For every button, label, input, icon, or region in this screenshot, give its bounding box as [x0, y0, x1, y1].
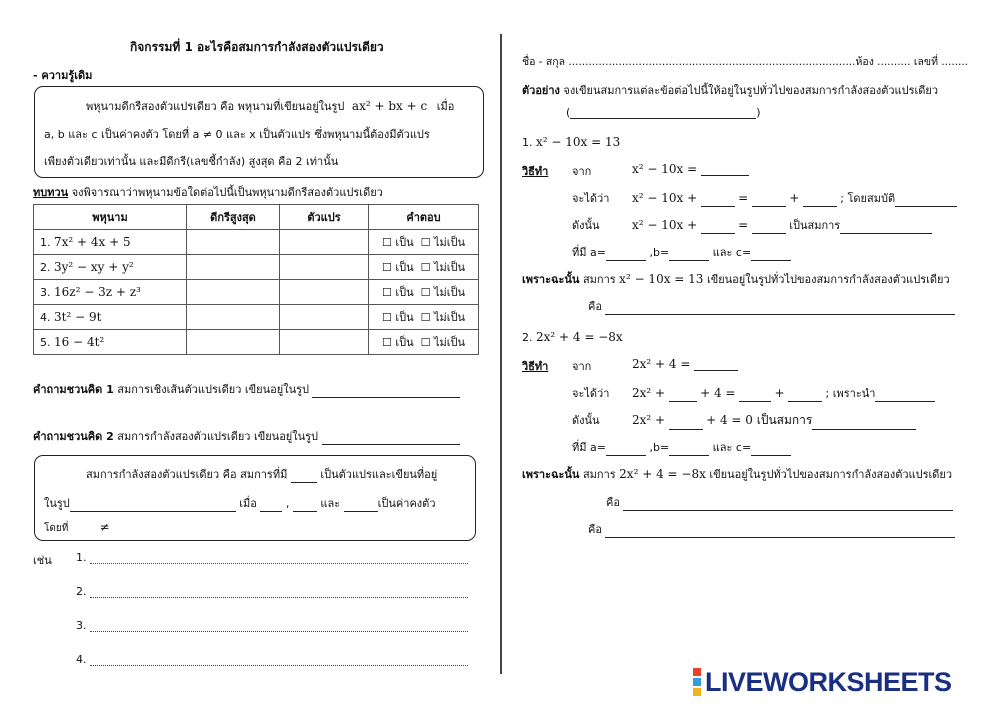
p2-coefficients-line: [572, 438, 791, 456]
table-row: [34, 330, 479, 355]
quad-form-input[interactable]: [70, 499, 236, 512]
is-label: คือ: [606, 496, 620, 509]
polynomial-expression: 3y² − xy + y²: [54, 260, 134, 274]
p1-property-label: ; โดยสมบัติ: [840, 192, 896, 205]
p1-from-line: [632, 162, 749, 176]
question-2-text: สมการกำลังสองตัวแปรเดียว เขียนอยู่ในรูป: [117, 430, 319, 443]
option-no-checkbox[interactable]: ☐ ไม่เป็น: [420, 311, 466, 324]
option-yes-checkbox[interactable]: ☐ เป็น: [381, 236, 414, 249]
p2-conclusion-equation: 2x² + 4 = −8x: [619, 467, 706, 481]
example-item: [76, 619, 468, 632]
p2-reason-label: ; เพราะนำ: [825, 387, 876, 400]
p1-get-input-3[interactable]: [803, 194, 837, 207]
p2-answer-input-1[interactable]: [623, 498, 953, 511]
review-text: จงพิจารณาว่าพหุนามข้อใดต่อไปนี้เป็นพหุนามดีกรีสองตัวแปรเดียว: [71, 186, 383, 199]
therefore-label: เพราะฉะนั้น: [522, 273, 580, 286]
row-number: 2.: [40, 261, 51, 274]
p2-from-input[interactable]: [694, 358, 738, 371]
answer-cell: [369, 255, 479, 280]
equation-word: สมการ: [582, 273, 616, 286]
p2-so-equation: 2x² +: [632, 413, 666, 427]
logo-mark-icon: [692, 667, 702, 697]
p1-so-input-1[interactable]: [701, 221, 735, 234]
p2-get-line: [632, 384, 935, 402]
student-info-line: ชื่อ - สกุล ......................................................................................ห้อง .......... เลขที่ ........: [522, 56, 969, 68]
column-divider: [500, 34, 502, 674]
p1-get-input-1[interactable]: [701, 194, 735, 207]
degree-answer-cell[interactable]: [187, 330, 280, 355]
p1-from-equation: x² − 10x =: [632, 162, 698, 176]
quad-text-2: เป็นตัวแปรและเขียนที่อยู่: [320, 468, 438, 481]
review-label: ทบทวน: [33, 186, 69, 199]
p2-reason-input[interactable]: [875, 389, 935, 402]
degree-answer-cell[interactable]: [187, 230, 280, 255]
question-1-text: สมการเชิงเส้นตัวแปรเดียว เขียนอยู่ในรูป: [117, 383, 309, 396]
p2-answer-input-2[interactable]: [605, 525, 955, 538]
examples-label: เช่น: [33, 554, 52, 567]
p1-conclusion-line: [522, 270, 950, 288]
p2-get-input-3[interactable]: [788, 389, 822, 402]
table-row: [34, 255, 479, 280]
p1-so-line: [632, 216, 932, 234]
p2-get-input-2[interactable]: [739, 389, 771, 402]
variable-answer-cell[interactable]: [280, 305, 369, 330]
coefficient-a-label: ที่มี a=: [572, 441, 606, 454]
table-row: [34, 305, 479, 330]
general-form-input[interactable]: [570, 106, 756, 119]
quad-line3: [44, 520, 110, 536]
option-no-checkbox[interactable]: ☐ ไม่เป็น: [420, 236, 466, 249]
not-equal-symbol: ≠: [99, 520, 110, 534]
row-number: 4.: [40, 311, 51, 324]
quad-text-1: สมการกำลังสองตัวแปรเดียว คือ สมการที่มี: [86, 468, 288, 481]
p1-conclusion-equation: x² − 10x = 13: [619, 272, 704, 286]
p1-so-input-2[interactable]: [752, 221, 786, 234]
p2-answer-line-1: [606, 493, 953, 511]
example-label: ตัวอย่าง: [522, 84, 560, 97]
quad-constant-a-input[interactable]: [260, 499, 282, 512]
p2-a-input[interactable]: [606, 443, 646, 456]
p1-from-input[interactable]: [701, 163, 749, 176]
example-input[interactable]: [90, 654, 468, 666]
example-instruction: [522, 81, 938, 99]
table-row: [34, 280, 479, 305]
problem-2-title: [522, 330, 623, 344]
liveworksheets-logo: [692, 666, 952, 698]
p2-get-input-1[interactable]: [669, 389, 697, 402]
definition-line3: เพียงตัวเดียวเท่านั้น และมีดีกรี(เลขชี้กำลัง) สูงสุด คือ 2 เท่านั้น: [44, 155, 339, 168]
plus-sign: +: [789, 191, 800, 205]
from-label: จาก: [572, 165, 592, 178]
option-yes-checkbox[interactable]: ☐ เป็น: [381, 336, 414, 349]
polynomial-cell: [34, 255, 187, 280]
plus-sign: +: [774, 386, 785, 400]
example-number: 1.: [76, 551, 87, 564]
solution-label: วิธีทำ: [522, 165, 549, 178]
p2-so-input[interactable]: [669, 417, 703, 430]
is-label: คือ: [588, 300, 602, 313]
p2-c-input[interactable]: [751, 443, 791, 456]
example-number: 2.: [76, 585, 87, 598]
equals-sign: =: [738, 218, 749, 232]
polynomial-cell: [34, 305, 187, 330]
p1-answer-line: [588, 297, 955, 315]
definition-text: พหุนามดีกรีสองตัวแปรเดียว คือ พหุนามที่เขียนอยู่ในรูป: [86, 100, 345, 113]
p1-equation-type-input[interactable]: [840, 221, 932, 234]
problem-2-equation: 2x² + 4 = −8x: [536, 330, 623, 344]
polynomial-expression: 16 − 4t²: [54, 335, 105, 349]
prior-knowledge-heading: - ความรู้เดิม: [33, 69, 93, 82]
polynomial-expression: 3t² − 9t: [54, 310, 102, 324]
paren-close: ): [756, 106, 761, 119]
question-2-answer-input[interactable]: [322, 432, 460, 445]
p1-b-input[interactable]: [669, 248, 709, 261]
variable-answer-cell[interactable]: [280, 255, 369, 280]
p2-equation-type-input[interactable]: [812, 417, 916, 430]
quad-and: และ: [320, 497, 341, 510]
example-item: [76, 585, 468, 598]
review-instruction: [33, 183, 383, 201]
header-polynomial: พหุนาม: [34, 205, 187, 230]
activity-title: กิจกรรมที่ 1 อะไรคือสมการกำลังสองตัวแปรเดียว: [130, 40, 384, 54]
equation-word: สมการ: [582, 468, 616, 481]
problem-1-equation: x² − 10x = 13: [536, 135, 621, 149]
row-number: 3.: [40, 286, 51, 299]
polynomial-expression: 7x² + 4x + 5: [54, 235, 131, 249]
p1-equation-type-label: เป็นสมการ: [789, 219, 841, 232]
get-label: จะได้ว่า: [572, 192, 610, 205]
so-label: ดังนั้น: [572, 219, 600, 232]
quad-variable-input[interactable]: [291, 470, 317, 483]
p2-from-line: [632, 357, 738, 371]
option-yes-checkbox[interactable]: ☐ เป็น: [381, 311, 414, 324]
quad-text-4: เมื่อ: [239, 497, 257, 510]
example-input[interactable]: [90, 552, 468, 564]
p1-property-input[interactable]: [895, 194, 957, 207]
p2-equation-type-label: + 4 = 0 เป็นสมการ: [706, 413, 813, 427]
polynomial-cell: [34, 230, 187, 255]
example-number: 3.: [76, 619, 87, 632]
header-answer: คำตอบ: [369, 205, 479, 230]
polynomial-cell: [34, 330, 187, 355]
table-row: [34, 230, 479, 255]
get-label: จะได้ว่า: [572, 387, 610, 400]
p1-conclusion-text: เขียนอยู่ในรูปทั่วไปของสมการกำลังสองตัวแปรเดียว: [706, 273, 950, 286]
p2-conclusion-text: เขียนอยู่ในรูปทั่วไปของสมการกำลังสองตัวแปรเดียว: [709, 468, 953, 481]
p2-b-input[interactable]: [669, 443, 709, 456]
polynomial-cell: [34, 280, 187, 305]
question-1-label: คำถามชวนคิด 1: [33, 383, 114, 396]
option-yes-checkbox[interactable]: ☐ เป็น: [381, 286, 414, 299]
p2-from-equation: 2x² + 4 =: [632, 357, 691, 371]
p1-c-input[interactable]: [751, 248, 791, 261]
is-label: คือ: [588, 523, 602, 536]
coefficient-c-label: และ c=: [712, 246, 752, 259]
coefficient-c-label: และ c=: [712, 441, 752, 454]
logo-text: LIVEWORKSHEETS: [705, 666, 952, 697]
p2-conclusion-line: [522, 465, 952, 483]
p2-get-middle: + 4 =: [700, 386, 736, 400]
p1-coefficients-line: [572, 243, 791, 261]
p1-answer-input[interactable]: [605, 302, 955, 315]
polynomial-expression: 16z² − 3z + z³: [54, 285, 141, 299]
variable-answer-cell[interactable]: [280, 330, 369, 355]
degree-answer-cell[interactable]: [187, 305, 280, 330]
question-2: [33, 427, 460, 445]
degree-answer-cell[interactable]: [187, 280, 280, 305]
coefficient-b-label: ,b=: [649, 246, 670, 259]
from-label: จาก: [572, 360, 592, 373]
p2-get-equation: 2x² +: [632, 386, 666, 400]
example-input[interactable]: [90, 586, 468, 598]
definition-line1: [86, 97, 454, 115]
variable-answer-cell[interactable]: [280, 230, 369, 255]
option-no-checkbox[interactable]: ☐ ไม่เป็น: [420, 261, 466, 274]
header-degree: ดีกรีสูงสุด: [187, 205, 280, 230]
general-form-answer: [566, 106, 761, 119]
row-number: 5.: [40, 336, 51, 349]
quad-text-6: โดยที่: [44, 523, 69, 534]
example-item: [76, 653, 468, 666]
example-number: 4.: [76, 653, 87, 666]
definition-line2: a, b และ c เป็นค่าคงตัว โดยที่ a ≠ 0 และ x เป็นตัวแปร ซึ่งพหุนามนี้ต้องมีตัวแปร: [44, 128, 430, 141]
answer-cell: [369, 280, 479, 305]
degree-answer-cell[interactable]: [187, 255, 280, 280]
quad-text-5: เป็นค่าคงตัว: [377, 497, 436, 510]
quad-constant-b-input[interactable]: [293, 499, 317, 512]
p1-get-line: [632, 189, 957, 207]
option-no-checkbox[interactable]: ☐ ไม่เป็น: [420, 286, 466, 299]
quad-comma: ,: [285, 497, 290, 510]
problem-number: 2.: [522, 331, 533, 344]
answer-cell: [369, 305, 479, 330]
equals-sign: =: [738, 191, 749, 205]
variable-answer-cell[interactable]: [280, 280, 369, 305]
example-item: [76, 551, 468, 564]
p1-get-equation: x² − 10x +: [632, 191, 698, 205]
option-no-checkbox[interactable]: ☐ ไม่เป็น: [420, 336, 466, 349]
problem-number: 1.: [522, 136, 533, 149]
coefficient-b-label: ,b=: [649, 441, 670, 454]
option-yes-checkbox[interactable]: ☐ เป็น: [381, 261, 414, 274]
quad-line2: [44, 494, 436, 512]
paren-open: (: [566, 106, 571, 119]
so-label: ดังนั้น: [572, 414, 600, 427]
definition-when: เมื่อ: [436, 100, 455, 113]
table-header-row: [34, 205, 479, 230]
coefficient-a-label: ที่มี a=: [572, 246, 606, 259]
example-input[interactable]: [90, 620, 468, 632]
answer-cell: [369, 330, 479, 355]
example-text: จงเขียนสมการแต่ละข้อต่อไปนี้ให้อยู่ในรูปทั่วไปของสมการกำลังสองตัวแปรเดียว: [563, 84, 939, 97]
p1-get-input-2[interactable]: [752, 194, 786, 207]
general-polynomial-formula: ax² + bx + c: [351, 99, 428, 113]
review-table: [33, 204, 479, 355]
question-1: [33, 380, 460, 398]
p1-a-input[interactable]: [606, 248, 646, 261]
quad-constant-c-input[interactable]: [344, 499, 378, 512]
therefore-label: เพราะฉะนั้น: [522, 468, 580, 481]
p1-so-equation: x² − 10x +: [632, 218, 698, 232]
p2-answer-line-2: [588, 520, 955, 538]
header-variable: ตัวแปร: [280, 205, 369, 230]
quad-line1: [86, 465, 437, 483]
row-number: 1.: [40, 236, 51, 249]
question-2-label: คำถามชวนคิด 2: [33, 430, 114, 443]
problem-1-title: [522, 135, 620, 149]
solution-label: วิธีทำ: [522, 360, 549, 373]
question-1-answer-input[interactable]: [312, 385, 460, 398]
p2-so-line: [632, 411, 916, 430]
answer-cell: [369, 230, 479, 255]
quad-text-3: ในรูป: [44, 497, 70, 510]
